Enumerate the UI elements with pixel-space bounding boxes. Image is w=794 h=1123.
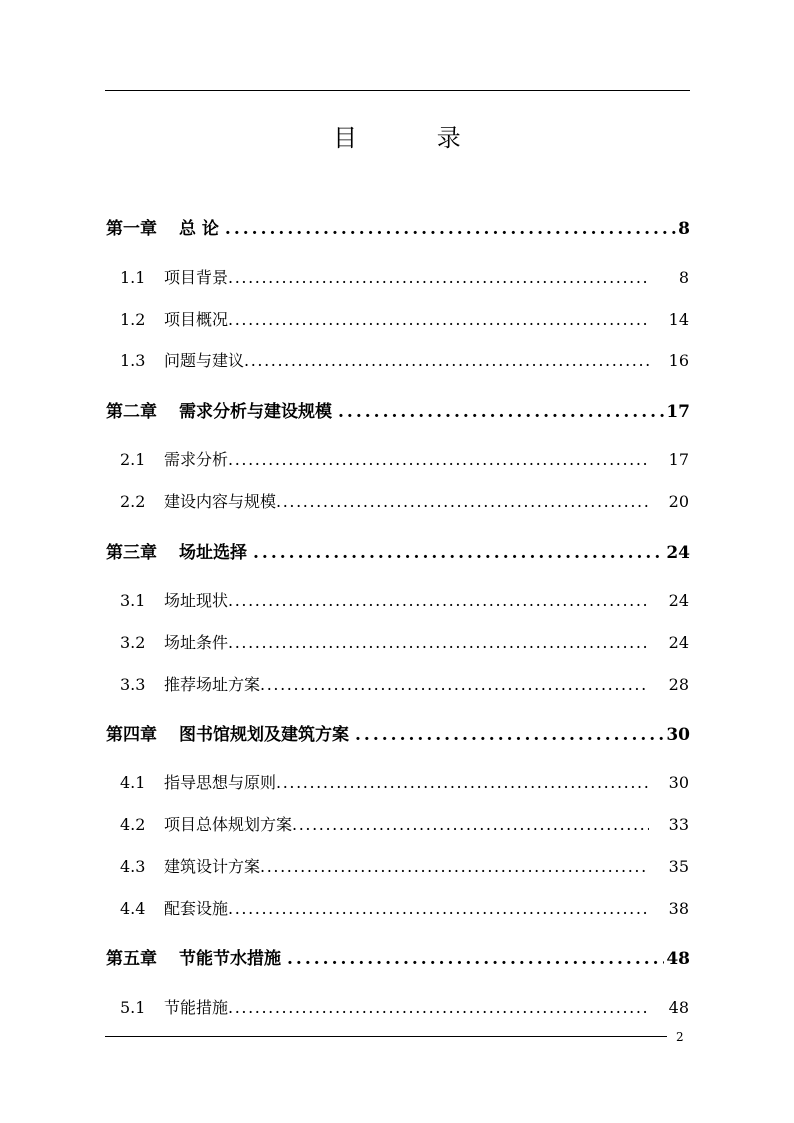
toc-leader-dots <box>287 949 664 969</box>
toc-page-number: 24 <box>668 591 689 610</box>
toc-chapter-2[interactable] <box>106 397 690 422</box>
toc-page-number: 16 <box>668 351 689 370</box>
toc-leader-dots <box>276 773 649 792</box>
toc-leader-dots <box>228 998 649 1017</box>
toc-leader-dots <box>228 899 649 918</box>
toc-page-number: 24 <box>666 543 690 563</box>
toc-section-3-3[interactable] <box>120 672 689 695</box>
toc-section-number: 1.2 <box>120 310 146 329</box>
toc-page-number: 38 <box>668 899 689 918</box>
toc-section-title: 项目背景 <box>164 268 229 287</box>
toc-section-number: 4.4 <box>120 899 146 918</box>
toc-section-title: 配套设施 <box>164 899 229 918</box>
toc-section-title: 场址条件 <box>164 633 229 652</box>
toc-section-title: 项目总体规划方案 <box>164 815 293 834</box>
toc-section-number: 5.1 <box>120 998 146 1017</box>
toc-section-title: 问题与建议 <box>164 351 245 370</box>
toc-section-number: 4.1 <box>120 773 146 792</box>
toc-section-1-2[interactable] <box>120 307 689 330</box>
toc-section-4-3[interactable] <box>120 854 689 877</box>
toc-page-number: 8 <box>678 219 690 239</box>
toc-leader-dots <box>355 725 664 745</box>
toc-section-1-3[interactable] <box>120 348 689 371</box>
toc-leader-dots <box>276 492 649 511</box>
toc-section-title: 建筑设计方案 <box>164 857 261 876</box>
toc-page-number: 20 <box>668 492 689 511</box>
toc-section-number: 1.3 <box>120 351 146 370</box>
toc-section-2-1[interactable] <box>120 447 689 470</box>
toc-section-number: 2.2 <box>120 492 146 511</box>
toc-page-number: 17 <box>666 402 690 422</box>
toc-chapter-1[interactable] <box>106 214 690 239</box>
toc-chapter-4[interactable] <box>106 720 690 745</box>
toc-leader-dots <box>260 857 649 876</box>
toc-page-number: 35 <box>668 857 689 876</box>
toc-chapter-title: 图书馆规划及建筑方案 <box>179 725 349 745</box>
toc-section-number: 2.1 <box>120 450 146 469</box>
toc-section-title: 推荐场址方案 <box>164 675 261 694</box>
toc-page-number: 30 <box>668 773 689 792</box>
toc-section-number: 3.3 <box>120 675 146 694</box>
toc-section-title: 项目概况 <box>164 310 229 329</box>
toc-chapter-number: 第三章 <box>106 543 157 563</box>
header-rule <box>105 90 690 91</box>
toc-section-number: 3.2 <box>120 633 146 652</box>
toc-section-title: 指导思想与原则 <box>164 773 277 792</box>
toc-page-number: 48 <box>666 949 690 969</box>
toc-page-number: 28 <box>668 675 689 694</box>
toc-leader-dots <box>253 543 664 563</box>
toc-section-title: 建设内容与规模 <box>164 492 277 511</box>
toc-leader-dots <box>228 268 649 287</box>
toc-section-number: 1.1 <box>120 268 146 287</box>
toc-section-number: 4.2 <box>120 815 146 834</box>
toc-chapter-title: 需求分析与建设规模 <box>179 402 332 422</box>
toc-section-title: 节能措施 <box>164 998 229 1017</box>
toc-section-5-1[interactable] <box>120 995 689 1018</box>
footer-page-number: 2 <box>676 1030 684 1044</box>
toc-chapter-3[interactable] <box>106 538 690 563</box>
toc-section-title: 场址现状 <box>164 591 229 610</box>
toc-section-4-4[interactable] <box>120 896 689 919</box>
toc-leader-dots <box>228 310 649 329</box>
toc-page-number: 33 <box>668 815 689 834</box>
footer-rule <box>105 1036 667 1037</box>
toc-chapter-number: 第四章 <box>106 725 157 745</box>
toc-section-number: 3.1 <box>120 591 146 610</box>
toc-leader-dots <box>228 450 649 469</box>
toc-leader-dots <box>225 219 676 239</box>
toc-chapter-title: 场址选择 <box>179 543 247 563</box>
toc-chapter-number: 第五章 <box>106 949 157 969</box>
toc-section-title: 需求分析 <box>164 450 229 469</box>
toc-section-3-1[interactable] <box>120 588 689 611</box>
toc-section-4-2[interactable] <box>120 812 689 835</box>
toc-leader-dots <box>244 351 649 370</box>
toc-page-number: 24 <box>668 633 689 652</box>
toc-section-4-1[interactable] <box>120 770 689 793</box>
toc-page-number: 8 <box>678 268 689 287</box>
toc-page-number: 48 <box>668 998 689 1017</box>
toc-section-3-2[interactable] <box>120 630 689 653</box>
toc-leader-dots <box>228 591 649 610</box>
toc-section-2-2[interactable] <box>120 489 689 512</box>
toc-leader-dots <box>292 815 649 834</box>
toc-page-number: 14 <box>668 310 689 329</box>
toc-leader-dots <box>260 675 649 694</box>
toc-chapter-number: 第一章 <box>106 219 157 239</box>
toc-page-number: 30 <box>666 725 690 745</box>
toc-chapter-title: 总 论 <box>179 219 219 239</box>
toc-section-1-1[interactable] <box>120 265 689 288</box>
page-title: 目 录 <box>333 124 497 152</box>
toc-leader-dots <box>228 633 649 652</box>
toc-section-number: 4.3 <box>120 857 146 876</box>
toc-chapter-5[interactable] <box>106 944 690 969</box>
toc-chapter-title: 节能节水措施 <box>179 949 281 969</box>
toc-leader-dots <box>338 402 664 422</box>
toc-chapter-number: 第二章 <box>106 402 157 422</box>
toc-page-number: 17 <box>668 450 689 469</box>
